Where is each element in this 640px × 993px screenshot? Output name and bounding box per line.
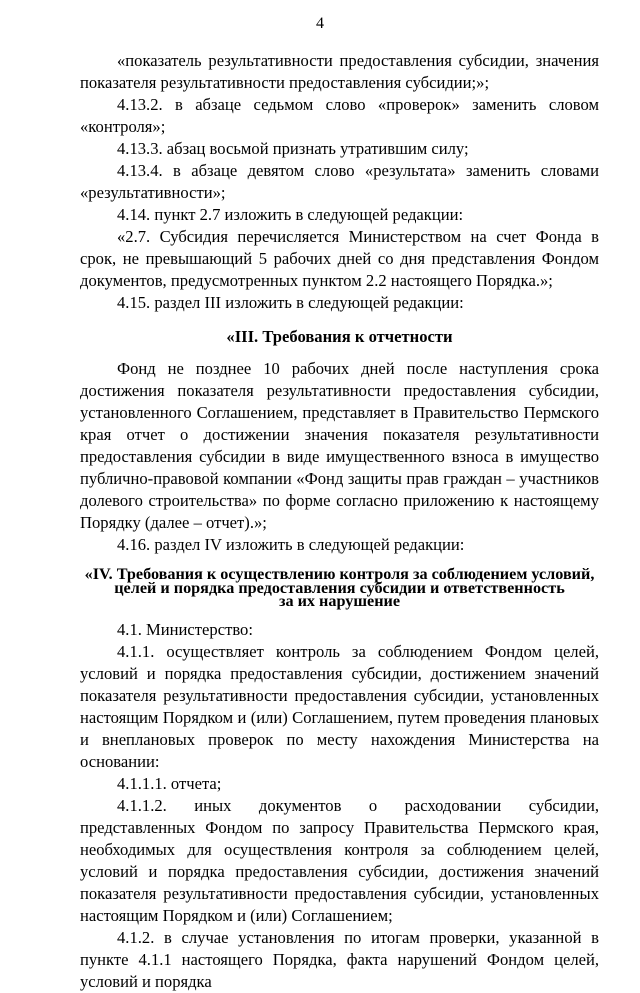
paragraph: 4.16. раздел IV изложить в следующей редакции: [117, 535, 465, 554]
heading-line: за их нарушение [278, 592, 401, 610]
section-heading-3: «III. Требования к отчетности [226, 327, 453, 346]
section-heading-4 [80, 565, 599, 610]
paragraph: 4.13.3. абзац восьмой признать утратившим силу; [117, 139, 469, 158]
paragraph: 4.1.2. в случае установления по итогам проверки, указанной в пункте 4.1.1 настоящего Порядка, факта нарушений Фондом целей, условий и порядка [80, 927, 599, 991]
document-body [80, 50, 599, 993]
paragraph: 4.15. раздел III изложить в следующей редакции: [117, 293, 464, 312]
heading-line: «IV. Требования к осуществлению контроля за соблюдением условий, [84, 565, 595, 583]
paragraph: 4.1.1.1. отчета; [117, 773, 222, 793]
paragraph: Фонд не позднее 10 рабочих дней после наступления срока достижения показателя результативности предоставления субсидии, установленного Соглашением, представляет в Правительство Пермского края отчет о достижении значения показателя результативности предоставления субсидии в виде имущественного взноса в имущество публично-правовой компании «Фонд защиты прав граждан – участников долевого строительства» по форме согласно приложению к настоящему Порядку (далее – отчет).»; [80, 359, 599, 532]
paragraph: 4.14. пункт 2.7 изложить в следующей редакции: [117, 205, 464, 224]
paragraph: «показатель результативности предоставления субсидии, значения показателя результативности предоставления субсидии;»; [80, 51, 599, 92]
paragraph: 4.1.1. осуществляет контроль за соблюдением Фондом целей, условий и порядка предоставления субсидии, достижением значений показателя результативности предоставления субсидии, установленных настоящим Порядком и (или) Соглашением, путем проведения плановых и внеплановых проверок по месту нахождения Министерства на основании: [80, 641, 599, 771]
paragraph: 4.13.2. в абзаце седьмом слово «проверок» заменить словом «контроля»; [80, 95, 599, 136]
paragraph: 4.13.4. в абзаце девятом слово «результата» заменить словами «результативности»; [80, 161, 599, 202]
page-number: 4 [316, 15, 324, 32]
heading-line: целей и порядка предоставления субсидии и ответственность [114, 578, 565, 597]
paragraph: «2.7. Субсидия перечисляется Министерством на счет Фонда в срок, не превышающий 5 рабочих дней со дня представления Фондом документов, предусмотренных пунктом 2.2 настоящего Порядка.»; [80, 227, 599, 290]
paragraph: 4.1. Министерство: [117, 619, 253, 639]
paragraph: 4.1.1.2. иных документов о расходовании субсидии, представленных Фондом по запросу Правительства Пермского края, необходимых для осуществления контроля за соблюдением целей, условий и порядка предоставления субсидии, достижения значений показателя результативности предоставления субсидии, установленных настоящим Порядком и (или) Соглашением; [80, 795, 599, 925]
